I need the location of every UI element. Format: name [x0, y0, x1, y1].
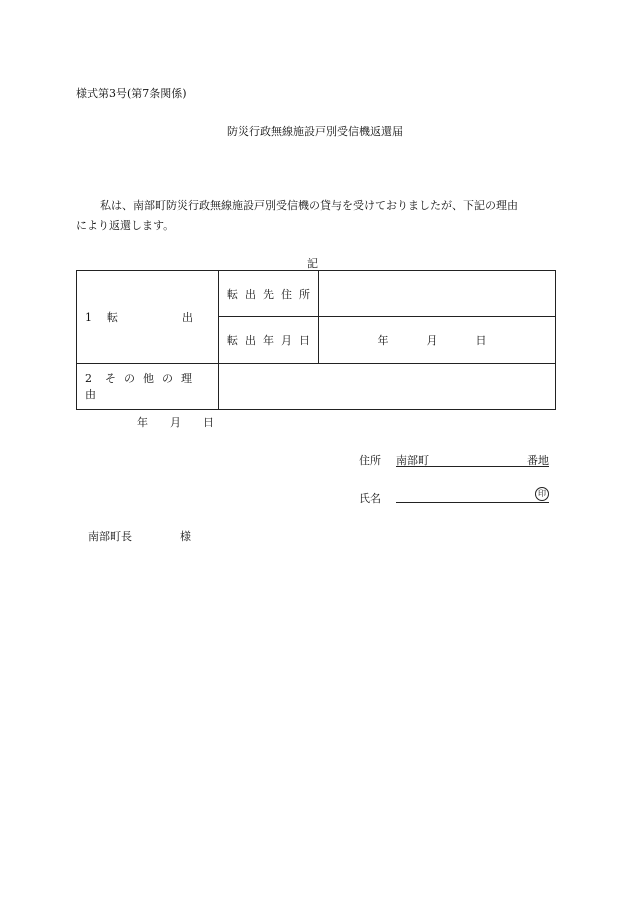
- addressee-honorific: 様: [180, 530, 191, 543]
- seal-mark: 印: [535, 487, 549, 501]
- date-month-unit: 月: [426, 333, 438, 347]
- address-town: 南部町: [396, 454, 429, 467]
- other-reason-label: その他の理由: [85, 372, 200, 402]
- address-field[interactable]: [396, 452, 549, 467]
- move-out-label-a: 転: [107, 310, 118, 324]
- ki-heading: 記: [307, 257, 318, 270]
- addressee-name: 南部町長: [88, 530, 132, 543]
- other-reason-field[interactable]: [219, 363, 556, 409]
- row-2-number: 2: [85, 372, 92, 386]
- date-day-unit: 日: [475, 333, 487, 347]
- name-field[interactable]: [396, 488, 549, 503]
- submission-month-unit: 月: [170, 416, 181, 429]
- addressee: [88, 528, 191, 544]
- row-1-number: 1: [85, 310, 92, 324]
- move-out-date-label: 転出年月日: [219, 317, 319, 363]
- address-label: 住所: [359, 454, 381, 467]
- body-text-line-1: 私は、南部町防災行政無線施設戸別受信機の貸与を受けておりましたが、下記の理由: [100, 199, 518, 212]
- submission-year-unit: 年: [137, 416, 148, 429]
- move-out-label-b: 出: [182, 310, 193, 324]
- document-title: 防災行政無線施設戸別受信機返還届: [227, 125, 403, 138]
- destination-address-label: 転出先住所: [219, 271, 319, 317]
- move-out-cell: [77, 271, 219, 364]
- name-label: 氏名: [359, 492, 381, 505]
- form-number: 様式第3号(第7条関係): [76, 87, 187, 100]
- submission-date[interactable]: [137, 414, 214, 430]
- date-year-unit: 年: [377, 333, 389, 347]
- notice-table: [76, 270, 556, 410]
- body-text-line-2: により返還します。: [76, 219, 175, 232]
- other-reason-cell: [77, 363, 219, 409]
- destination-address-field[interactable]: [319, 271, 556, 317]
- address-banchi: 番地: [527, 454, 549, 467]
- submission-day-unit: 日: [203, 416, 214, 429]
- move-out-date-field[interactable]: [319, 317, 556, 363]
